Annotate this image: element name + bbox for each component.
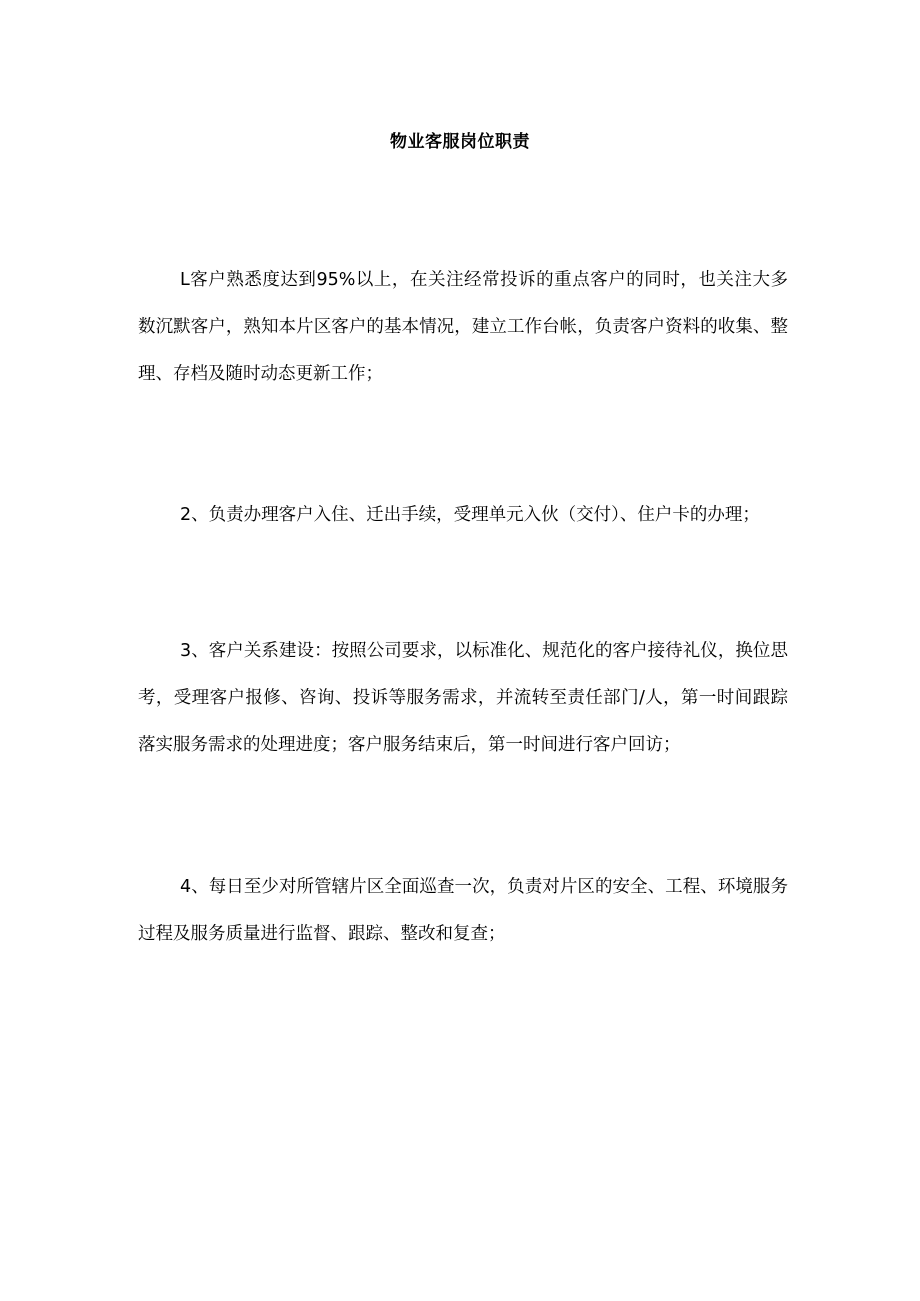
duty-paragraph-3: 3、客户关系建设：按照公司要求，以标准化、规范化的客户接待礼仪，换位思考，受理客户报修、咨询、投诉等服务需求，并流转至责任部门/人，第一时间跟踪落实服务需求的处理进度；客户服务结束后，第一时间进行客户回访； [138, 641, 788, 755]
page-title: 物业客服岗位职责 [390, 132, 530, 152]
duty-paragraph-2: 2、负责办理客户入住、迁出手续，受理单元入伙（交付）、住户卡的办理； [180, 505, 760, 525]
duty-paragraph-1: L客户熟悉度达到95%以上，在关注经常投诉的重点客户的同时，也关注大多数沉默客户，熟知本片区客户的基本情况，建立工作台帐，负责客户资料的收集、整理、存档及随时动态更新工作； [138, 270, 788, 384]
duty-paragraph-4: 4、每日至少对所管辖片区全面巡查一次，负责对片区的安全、工程、环境服务过程及服务质量进行监督、跟踪、整改和复查； [138, 877, 788, 944]
